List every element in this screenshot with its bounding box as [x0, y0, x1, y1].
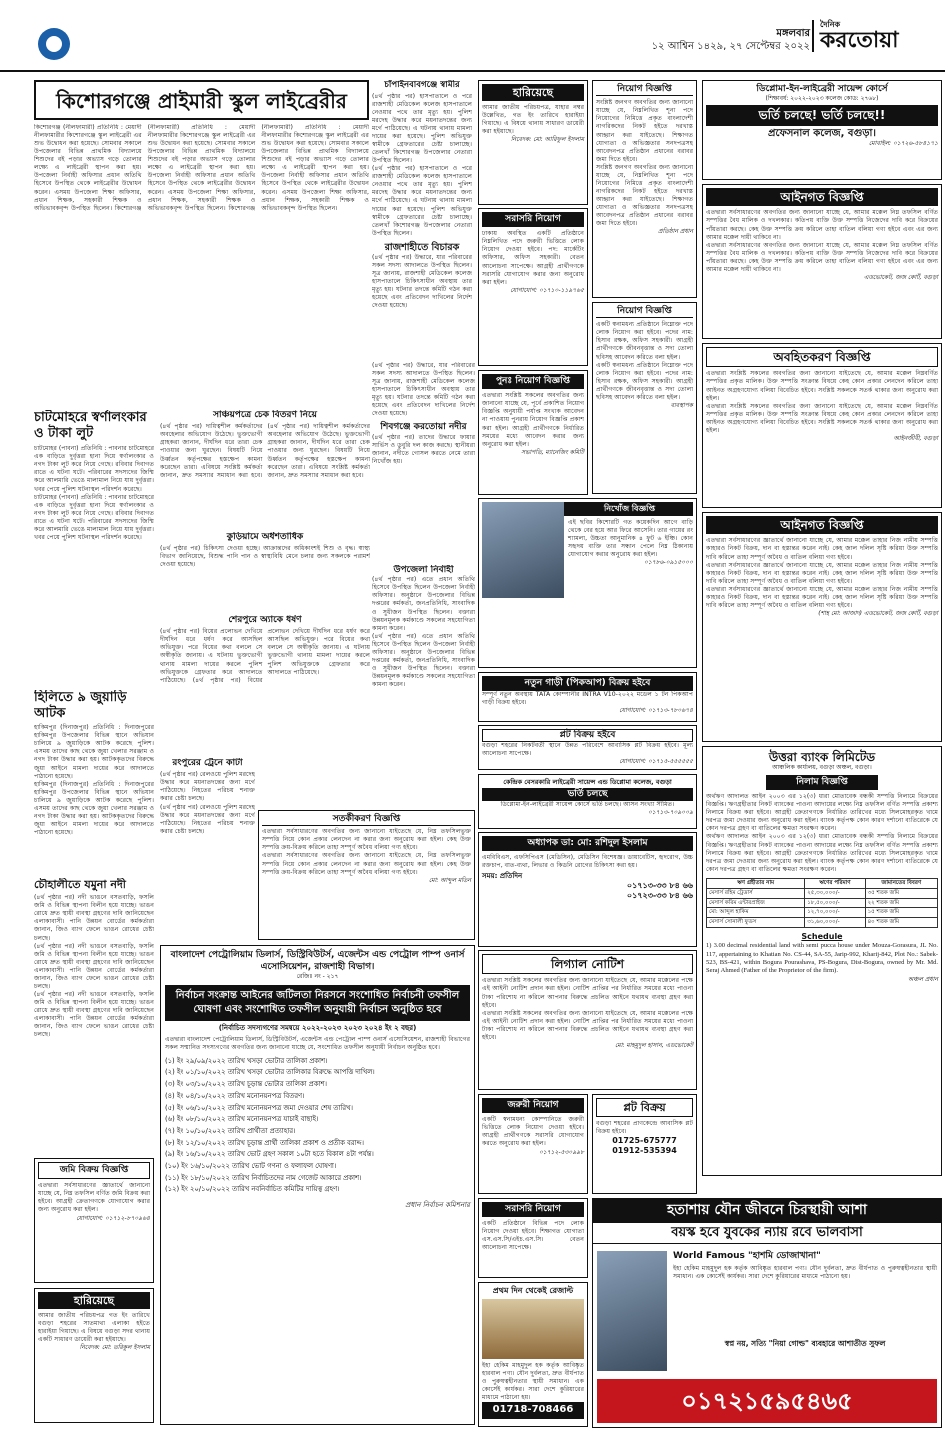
legal-1-title: আইনগত বিজ্ঞপ্তি: [706, 188, 938, 206]
uttara-schedule-label: Schedule: [801, 932, 843, 942]
missing-sign: ০১৭৮৬-০৯১৫০০০: [644, 559, 693, 567]
petroleum-item: (২) ইং ০১/১০/২০২২ তারিখ খসড়া ভোটার তালিকার বিরুদ্ধে আপত্তি দাখিল।: [165, 1068, 375, 1077]
shibganj-body: (৪র্থ পৃষ্ঠার পর) তাদের উদ্ধারে ফায়ার সার্ভিস ও ডুবুরি দল কাজ করছে। স্থানীয়রা জানান, নদীতে গোসল করতে নেমে তারা নিখোঁজ হয়।: [372, 433, 475, 465]
table-cell: ৩৫ শতক জমি: [865, 888, 937, 898]
renotice-ad: [478, 370, 588, 495]
lead-title: কিশোরগঞ্জে প্রাইমারী স্কুল লাইব্রেরীর: [56, 89, 347, 113]
upazila-story: উপজেলা নির্বাহী (৪র্থ পৃষ্ঠার পর) এতে প্রধান অতিথি হিসেবে উপস্থিত ছিলেন উপজেলা নির্বাহী অফিসার। অনুষ্ঠানে উপজেলার বিভিন্ন দপ্তরের কর্মকর্তা, জনপ্রতিনিধি, সাংবাদিক ও সুধীজন উপস্থিত ছিলেন। বক্তারা উন্নয়নমূলক কর্মকাণ্ডে সকলের সহযোগিতা কামনা করেন। (৪র্থ পৃষ্ঠার পর) এতে প্রধান অতিথি হিসেবে উপস্থিত ছিলেন উপজেলা নির্বাহী অফিসার। অনুষ্ঠানে উপজেলার বিভিন্ন দপ্তরের কর্মকর্তা, জনপ্রতিনিধি, সাংবাদিক ও সুধীজন উপস্থিত ছিলেন। বক্তারা উন্নয়নমূলক কর্মকাণ্ডে সকলের সহযোগিতা কামনা করেন।: [372, 565, 475, 689]
table-header: জামানতের বিবরণ: [865, 878, 937, 888]
info-sign: আইনজীবী, বগুড়া: [893, 434, 938, 442]
table-cell: মো: আব্দুল হাকিম: [707, 908, 805, 918]
lost-2-body: আমার জাতীয় পরিচয়পত্র, যাহার নম্বর উল্লেখিত, গত ইং তারিখে হারাইয়া গিয়াছে। এ বিষয়ে থানায় সাধারণ ডায়েরী করা হইয়াছে।: [482, 104, 584, 136]
land-sale-sign: যোগাযোগ: ০১৭১২-৮৭০৯৬৪: [76, 1214, 150, 1222]
plot-ad-2: [592, 1094, 697, 1194]
table-cell: মেসার্স সোনালী ফুডস: [707, 918, 805, 928]
uttara-sub: আঞ্চলিক কার্যালয়, বগুড়া অঞ্চল, বগুড়া।: [772, 764, 872, 772]
small-ad-body: ইহা হেকিম মাহমুদুল হক কর্তৃক আবিষ্কৃত হারবাল পণ্য। যৌন দুর্বলতা, দ্রুত বীর্যপাত ও পুরুষত্বহীনতার স্থায়ী সমাধান। এক কোর্সেই কার্যকর। সারা দেশে কুরিয়ারের মাধ্যমে পাঠানো হয়।: [482, 1362, 584, 1402]
lost-ad-2: [478, 80, 588, 205]
sanchay-body: (৪র্থ পৃষ্ঠার পর) দায়িত্বশীল কর্মকর্তাদের অবহেলার অভিযোগ উঠেছে। ভুক্তভোগী গ্রাহকরা জানান, দীর্ঘদিন ধরে তারা চেক পাওয়ার জন্য ঘুরছেন। বিষয়টি নিয়ে উর্ধ্বতন কর্তৃপক্ষের হস্তক্ষেপ কামনা করেছেন তারা। এবিষয়ে সংশ্লিষ্ট কর্মকর্তা জানান, দ্রুত সমস্যার সমাধান করা হবে। (৪র্থ পৃষ্ঠার পর) দায়িত্বশীল কর্মকর্তাদের অবহেলার অভিযোগ উঠেছে। ভুক্তভোগী গ্রাহকরা জানান, দীর্ঘদিন ধরে তারা চেক পাওয়ার জন্য ঘুরছেন। বিষয়টি নিয়ে উর্ধ্বতন কর্তৃপক্ষের হস্তক্ষেপ কামনা করেছেন তারা। এবিষয়ে সংশ্লিষ্ট কর্মকর্তা জানান, দ্রুত সমস্যার সমাধান করা হবে।: [160, 423, 370, 479]
direct-hire-2: [478, 1198, 588, 1278]
petroleum-sub: রেজিঃ নং - ২১৭: [296, 973, 339, 981]
legal-2-title: আইনগত বিজ্ঞপ্তি: [706, 516, 938, 534]
direct-2-title: সরাসরি নিয়োগ: [482, 1202, 584, 1217]
plot-1-body: বগুড়া শহরের নিকটবর্তী স্থানে উন্নত পরিবেশে আবাসিক প্লট বিক্রয় হইবে। মূল্য আলোচনা সাপেক্ষে।: [482, 742, 693, 758]
chatmohar-body: চাটমোহর (পাবনা) প্রতিনিধি : পাবনার চাটমোহরে এক বাড়িতে দুর্বৃত্তরা হানা দিয়ে স্বর্ণালংকার ও নগদ টাকা লুট করে নিয়ে গেছে। রবিবার দিবাগত রাতে এ ঘটনা ঘটে। পরিবারের সদস্যদের জিম্মি করে আলমারি ভেঙে মালামাল নিয়ে যায় দুর্বৃত্তরা। খবর পেয়ে পুলিশ ঘটনাস্থল পরিদর্শন করেছে।: [34, 445, 154, 493]
renotice-sign: সভাপতি, ম্যানেজিং কমিটি: [521, 448, 584, 456]
doctor-title: অধ্যাপক ডা: মো: রশিদুল ইসলাম: [482, 836, 693, 851]
doctor-body: এমবিবিএস, এফসিপিএস (মেডিসিন), মেডিসিন বিশেষজ্ঞ। ডায়াবেটিস, হৃদরোগ, উচ্চ রক্তচাপ, বাত-ব্যথা, লিভার ও কিডনি রোগের চিকিৎসা করা হয়।: [482, 854, 693, 870]
direct-1-sign: যোগাযোগ: ০১৭১০-১১৯৭৬৫: [510, 286, 584, 294]
health-tag: স্বপ্ন নয়, সত্যি "নিয়া গোল্ড" ব্যবহারে আশাতীত সুফল: [724, 1339, 886, 1348]
hili-story: হিলিতে ৯ জুয়াড়ি আটক হাকিমপুর (দিনাজপুর) প্রতিনিধি : দিনাজপুরের হাকিমপুর উপজেলার বিভিন্ন স্থানে অভিযান চালিয়ে ৯ জুয়াড়িকে আটক করেছে পুলিশ। এসময় তাদের কাছ থেকে জুয়া খেলার সরঞ্জাম ও নগদ টাকা উদ্ধার করা হয়। আটককৃতদের বিরুদ্ধে জুয়া আইনে মামলা দায়ের করে আদালতে পাঠানো হয়েছে। হাকিমপুর (দিনাজপুর) প্রতিনিধি : দিনাজপুরের হাকিমপুর উপজেলার বিভিন্ন স্থানে অভিযান চালিয়ে ৯ জুয়াড়িকে আটক করেছে পুলিশ। এসময় তাদের কাছ থেকে জুয়া খেলার সরঞ্জাম ও নগদ টাকা উদ্ধার করা হয়। আটককৃতদের বিরুদ্ধে জুয়া আইনে মামলা দায়ের করে আদালতে পাঠানো হয়েছে।: [34, 690, 154, 836]
warning-ad: সতর্কীকরণ বিজ্ঞপ্তি এতদ্বারা সর্বসাধারণের অবগতির জন্য জানানো যাইতেছে যে, নিম্ন তফসিলভুক্ত সম্পত্তি নিয়ে কোন প্রকার লেনদেন না করার জন্য অনুরোধ করা হইল। কেহ উক্ত সম্পত্তি ক্রয়-বিক্রয় করিলে তাহা সম্পূর্ণ অবৈধ বলিয়া গণ্য হইবে। এতদ্বারা সর্বসাধারণের অবগতির জন্য জানানো যাইতেছে যে, নিম্ন তফসিলভুক্ত সম্পত্তি নিয়ে কোন প্রকার লেনদেন না করার জন্য অনুরোধ করা হইল। কেহ উক্ত সম্পত্তি ক্রয়-বিক্রয় করিলে তাহা সম্পূর্ণ অবৈধ বলিয়া গণ্য হইবে। মো: আব্দুল মতিন: [258, 810, 475, 940]
direct-2-body: একটি প্রতিষ্ঠানে বিভিন্ন পদে লোক নিয়োগ দেওয়া হইবে। শিক্ষাগত যোগ্যতা এস.এস.সি/এইচ.এস.সি। বেতন আলোচনা সাপেক্ষে।: [482, 1220, 584, 1252]
legal-notice-body: এতদ্বারা সংশ্লিষ্ট সকলের অবগতির জন্য জানানো যাইতেছে যে, আমার মক্কেলের পক্ষে এই আইনী নোটিশ প্রদান করা হইল। নোটিশ প্রাপ্তির পর নির্ধারিত সময়ের মধ্যে পাওনা টাকা পরিশোধ না করিলে আপনার বিরুদ্ধে প্রচলিত আইনে যথাযথ ব্যবস্থা গ্রহণ করা হইবে।: [482, 977, 693, 1009]
chapai-story: [228, 124, 370, 309]
health-body: ইহা হেকিম মাহমুদুল হক কর্তৃক আবিষ্কৃত হারবাল পণ্য। যৌন দুর্বলতা, দ্রুত বীর্যপাত ও পুরুষত্বহীনতার স্থায়ী সমাধান। এক কোর্সেই কার্যকর। সারা দেশে কুরিয়ারের মাধ্যমে পাঠানো হয়।: [673, 1265, 937, 1281]
legal-1-body: এতদ্বারা সর্বসাধারণের অবগতির জন্য জানানো যাচ্ছে যে, আমার মক্কেল নিম্ন তফসিল বর্ণিত সম্পত্তির বৈধ মালিক ও দখলকার। কতিপয় ব্যক্তি উক্ত সম্পত্তি নিজেদের দাবি করে বিক্রয়ের পাঁয়তারা করছে। কেহ উক্ত সম্পত্তি ক্রয় করিলে তাহা বাতিল বলিয়া গণ্য হইবে এবং এর জন্য আমার মক্কেল দায়ী থাকিবে না।: [706, 209, 938, 241]
urgent-hire-ad: [478, 1094, 588, 1194]
chatmohar-title: চাটমোহরে স্বর্ণালংকার ও টাকা লুট: [34, 410, 147, 441]
petroleum-schedule-list: [165, 1056, 470, 1195]
table-header: ঋণ গ্রহীতার নাম: [707, 878, 805, 888]
shibganj-story: (৪র্থ পৃষ্ঠার পর) উদ্ধারে, যার পরিবারের সকল সদস্য আদালতে উপস্থিত ছিলেন। সূত্র জানায়, রাজশাহী মেডিকেল কলেজ হাসপাতালে চিকিৎসাধীন অবস্থায় তার মৃত্যু হয়। ঘটনার তদন্তে কমিটি গঠন করা হয়েছে এবং প্রতিবেদন দাখিলের নির্দেশ দেওয়া হয়েছে। শিবগঞ্জে করতোয়া নদীর (৪র্থ পৃষ্ঠার পর) তাদের উদ্ধারে ফায়ার সার্ভিস ও ডুবুরি দল কাজ করছে। স্থানীয়রা জানান, নদীতে গোসল করতে নেমে তারা নিখোঁজ হয়।: [372, 362, 475, 465]
brand-large: করতোয়া: [820, 28, 899, 53]
table-cell: ২২ শতক জমি: [865, 898, 937, 908]
newspaper-brand: [812, 20, 942, 52]
rajshahi-body: (৪র্থ পৃষ্ঠার পর) উদ্ধারে, যার পরিবারের সকল সদস্য আদালতে উপস্থিত ছিলেন। সূত্র জানায়, রাজশাহী মেডিকেল কলেজ হাসপাতালে চিকিৎসাধীন অবস্থায় তার মৃত্যু হয়। ঘটনার তদন্তে কমিটি গঠন করা হয়েছে এবং প্রতিবেদন দাখিলের নির্দেশ দেওয়া হয়েছে।: [372, 253, 472, 309]
petroleum-item: (৬) ইং ০৮/১০/২০২২ তারিখ মনোনয়নপত্র যাচাই বাছাই।: [165, 1115, 319, 1124]
lost-2-sign: নিবেদক: মো: আরিফুল ইসলাম: [510, 136, 584, 144]
rajshahi-title: রাজশাহীতে বিচারক: [384, 241, 460, 253]
table-row: [707, 918, 938, 928]
lib-body: ডিপ্লোমা-ইন-লাইব্রেরী সায়েন্স কোর্সে ভর্তি চলছে। আসন সংখ্যা সীমিত।: [500, 801, 675, 809]
renotice-title: পুনঃ নিয়োগ বিজ্ঞপ্তি: [482, 374, 584, 389]
notice-2-title: নিয়োগ বিজ্ঞপ্তি: [596, 306, 693, 318]
table-cell: ১৮,৫০,০০০/-: [805, 898, 865, 908]
weekday: মঙ্গলবার: [776, 28, 810, 39]
health-world-famous: World Famous "হাশমি ডোজাখানা": [673, 1251, 821, 1261]
lib-banner: ভর্তি চলছে: [482, 788, 693, 801]
chapai-body: (৪র্থ পৃষ্ঠার পর) হাসপাতালে ও পরে রাজশাহী মেডিকেল কলেজ হাসপাতালে নেওয়ার পথে তার মৃত্যু হয়। পুলিশ মরদেহ উদ্ধার করে ময়নাতদন্তের জন্য মর্গে পাঠিয়েছে। এ ঘটনায় থানায় মামলা দায়ের করা হয়েছে। পুলিশ অভিযুক্ত স্বামীকে গ্রেফতারের চেষ্টা চালাচ্ছে। তেলখাঁ কিশোরগঞ্জ উপজেলার নেতারা উপস্থিত ছিলেন।: [372, 92, 472, 165]
rangpur-body: (৪র্থ পৃষ্ঠার পর) রেলওয়ে পুলিশ মরদেহ উদ্ধার করে ময়নাতদন্তের জন্য মর্গে পাঠিয়েছে। নিহতের পরিচয় শনাক্ত করার চেষ্টা চলছে।: [160, 771, 255, 803]
diploma-contact: মোবাইল: ০১৭২৬-৫৮৪১৭১: [868, 140, 938, 148]
table-cell: মেসার্স করিম এন্টারপ্রাইজ: [707, 898, 805, 908]
kurigram-story: [160, 532, 370, 612]
petroleum-title: বাংলাদেশ পেট্রোলিয়াম ডিলার্স, ডিস্ট্রিবিউটর্স, এজেন্টস এন্ড পেট্রোল পাম্প ওনার্স এসোসিয়েশন, রাজশাহী বিভাগ।: [170, 950, 465, 972]
table-cell: ৪০ শতক জমি: [865, 918, 937, 928]
pickup-ad: [478, 672, 697, 722]
petroleum-notice: [160, 945, 475, 1425]
doctor-portrait: [597, 1251, 667, 1371]
petroleum-item: (১০) ইং ১৬/১০/২০২২ তারিখ ভোট গণনা ও ফলাফল ঘোষণা।: [165, 1161, 337, 1170]
product-image: [482, 1299, 584, 1359]
chauhali-body: (৪র্থ পৃষ্ঠার পর) নদী ভাঙনে বসতবাড়ি, ফসলি জমি ও বিভিন্ন স্থাপনা বিলীন হয়ে যাচ্ছে। ভাঙন রোধে দ্রুত স্থায়ী ব্যবস্থা গ্রহণের দাবি জানিয়েছেন এলাকাবাসী। পানি উন্নয়ন বোর্ডের কর্মকর্তারা জানান, জিও ব্যাগ ফেলে ভাঙন রোধের চেষ্টা চলছে।: [34, 894, 154, 942]
pickup-sign: যোগাযোগ: ০১৭১৩-৭৮০৬৭৪: [619, 707, 693, 715]
small-ad-phone: 01718-708466: [482, 1402, 584, 1419]
petroleum-item: (৫) ইং ০৬/১০/২০২২ তারিখ মনোনয়নপত্র জমা দেওয়ার শেষ তারিখ।: [165, 1103, 353, 1112]
urgent-title: জরুরী নিয়োগ: [482, 1098, 584, 1113]
table-cell: ৩১,৬০,০০০/-: [805, 918, 865, 928]
uttara-sign: অঞ্চল প্রধান: [908, 975, 938, 983]
legal-notice-sign: মো: মাহমুদুল হাসান, এডভোকেট: [615, 1041, 693, 1049]
legal-2-sign: (শাহ মো: আজাদ) এডভোকেট, জজ কোর্ট, বগুড়া: [818, 609, 938, 617]
sherpur-body: (৪র্থ পৃষ্ঠার পর) বিয়ের প্রলোভন দেখিয়ে দীর্ঘদিন ধরে ধর্ষণ করে আসছিল অভিযুক্ত। পরে বিয়ের কথা বললে সে অস্বীকৃতি জানায়। এ ঘটনায় ভুক্তভোগী থানায় মামলা দায়ের করলে পুলিশ অভিযুক্তকে গ্রেফতার করে আদালতে পাঠিয়েছে। (৪র্থ পৃষ্ঠার পর) বিয়ের প্রলোভন দেখিয়ে দীর্ঘদিন ধরে ধর্ষণ করে আসছিল অভিযুক্ত। পরে বিয়ের কথা বললে সে অস্বীকৃতি জানায়। এ ঘটনায় ভুক্তভোগী থানায় মামলা দায়ের করলে পুলিশ অভিযুক্তকে গ্রেফতার করে আদালতে পাঠিয়েছে।: [160, 628, 370, 684]
lead-headline-box: [34, 80, 369, 120]
missing-body: এই ছবির কিশোরটি গত কয়েকদিন আগে বাড়ি থেকে বের হয়ে আর ফিরে আসেনি। তার গায়ের রং শ্যামলা, উচ্চতা আনুমানিক ৪ ফুট ৬ ইঞ্চি। কোন সহৃদয় ব্যক্তি তার সন্ধান পেলে নিম্ন ঠিকানায় যোগাযোগ করার অনুরোধ করা হইল।: [568, 519, 693, 559]
diploma-ad: [702, 80, 942, 180]
table-row: [707, 908, 938, 918]
chatmohar-story: চাটমোহরে স্বর্ণালংকার ও টাকা লুট চাটমোহর (পাবনা) প্রতিনিধি : পাবনার চাটমোহরে এক বাড়িতে দুর্বৃত্তরা হানা দিয়ে স্বর্ণালংকার ও নগদ টাকা লুট করে নিয়ে গেছে। রবিবার দিবাগত রাতে এ ঘটনা ঘটে। পরিবারের সদস্যদের জিম্মি করে আলমারি ভেঙে মালামাল নিয়ে যায় দুর্বৃত্তরা। খবর পেয়ে পুলিশ ঘটনাস্থল পরিদর্শন করেছে। চাটমোহর (পাবনা) প্রতিনিধি : পাবনার চাটমোহরে এক বাড়িতে দুর্বৃত্তরা হানা দিয়ে স্বর্ণালংকার ও নগদ টাকা লুট করে নিয়ে গেছে। রবিবার দিবাগত রাতে এ ঘটনা ঘটে। পরিবারের সদস্যদের জিম্মি করে আলমারি ভেঙে মালামাল নিয়ে যায় দুর্বৃত্তরা। খবর পেয়ে পুলিশ ঘটনাস্থল পরিদর্শন করেছে।: [34, 410, 154, 541]
table-cell: ২৫,৩০,০০০/-: [805, 888, 865, 898]
notice-ad-1: নিয়োগ বিজ্ঞপ্তি সংশ্লিষ্ট জনগণ অবগতির জন্য জানানো যাচ্ছে যে, নিম্নলিখিত শূন্য পদে নিয়োগের নিমিত্তে প্রকৃত বাংলাদেশী নাগরিকদের নিকট হইতে দরখাস্ত আহ্বান করা যাইতেছে। শিক্ষাগত যোগ্যতা ও অভিজ্ঞতার সনদপত্রসহ আবেদনপত্র প্রতিষ্ঠান প্রধানের বরাবর জমা দিতে হইবে। সংশ্লিষ্ট জনগণ অবগতির জন্য জানানো যাচ্ছে যে, নিম্নলিখিত শূন্য পদে নিয়োগের নিমিত্তে প্রকৃত বাংলাদেশী নাগরিকদের নিকট হইতে দরখাস্ত আহ্বান করা যাইতেছে। শিক্ষাগত যোগ্যতা ও অভিজ্ঞতার সনদপত্রসহ আবেদনপত্র প্রতিষ্ঠান প্রধানের বরাবর জমা দিতে হইবে। প্রতিষ্ঠান প্রধান: [592, 80, 697, 298]
lost-2-title: হারিয়েছে: [482, 84, 584, 101]
chapai-title: চাঁপাইনবাবগঞ্জে স্বামীর: [384, 80, 460, 90]
warning-sign: মো: আব্দুল মতিন: [428, 876, 471, 884]
diploma-sub: (শিক্ষাবর্ষ: ২০২২-২০২৩ কলেজ কোড: ২৭৬৮): [765, 95, 879, 103]
direct-1-title: সরাসরি নিয়োগ: [482, 212, 584, 227]
plot-1-title: প্লট বিক্রয় হইবে: [482, 729, 693, 742]
land-sale-body: এতদ্বারা সর্বসাধারণের জ্ঞাতার্থে জানানো যাচ্ছে যে, নিম্ন তফসিল বর্ণিত জমি বিক্রয় করা হইবে। আগ্রহী ক্রেতাগণকে যোগাযোগ করার জন্য অনুরোধ করা হইল।: [38, 1182, 150, 1214]
upazila-title: উপজেলা নির্বাহী: [393, 565, 454, 575]
renotice-body: এতদ্বারা সংশ্লিষ্ট সকলের অবগতির জন্য জানানো যাচ্ছে যে, পূর্বে প্রকাশিত নিয়োগ বিজ্ঞপ্তি অনুযায়ী পর্যাপ্ত সংখ্যক আবেদন না পাওয়ায় পুনরায় নিয়োগ বিজ্ঞপ্তি প্রকাশ করা হইল। আগ্রহী প্রার্থীগণকে নির্ধারিত সময়ের মধ্যে আবেদন করার জন্য অনুরোধ করা হইল।: [482, 392, 584, 448]
date-text: ১২ আশ্বিন ১৪২৯, ২৭ সেপ্টেম্বর ২০২২: [651, 40, 810, 52]
lost-1-body: আমার জাতীয় পরিচয়পত্র গত ইং তারিখে বগুড়া শহরের সাতমাথা এলাকা হইতে হারাইয়া গিয়াছে। এ বিষয়ে বগুড়া সদর থানায় একটি সাধারণ ডায়েরী করা হইয়াছে।: [38, 1312, 150, 1344]
diploma-title: ডিপ্লোমা-ইন-লাইব্রেরী সায়েন্স কোর্সে: [756, 84, 888, 94]
legal-ad-2: আইনগত বিজ্ঞপ্তি এতদ্বারা সর্বসাধারণের জ্ঞাতার্থে জানানো যাচ্ছে যে, আমার মক্কেল তাহার নিজ নামীয় সম্পত্তি কাহারও নিকট বিক্রয়, দান বা হস্তান্তর করেন নাই। কেহ জাল দলিল সৃষ্টি করিয়া উক্ত সম্পত্তি দাবি করিলে তাহা সম্পূর্ণ অবৈধ ও বাতিল বলিয়া গণ্য হইবে। এতদ্বারা সর্বসাধারণের জ্ঞাতার্থে জানানো যাচ্ছে যে, আমার মক্কেল তাহার নিজ নামীয় সম্পত্তি কাহারও নিকট বিক্রয়, দান বা হস্তান্তর করেন নাই। কেহ জাল দলিল সৃষ্টি করিয়া উক্ত সম্পত্তি দাবি করিলে তাহা সম্পূর্ণ অবৈধ ও বাতিল বলিয়া গণ্য হইবে। এতদ্বারা সর্বসাধারণের জ্ঞাতার্থে জানানো যাচ্ছে যে, আমার মক্কেল তাহার নিজ নামীয় সম্পত্তি কাহারও নিকট বিক্রয়, দান বা হস্তান্তর করেন নাই। কেহ জাল দলিল সৃষ্টি করিয়া উক্ত সম্পত্তি দাবি করিলে তাহা সম্পূর্ণ অবৈধ ও বাতিল বলিয়া গণ্য হইবে। (শাহ মো: আজাদ) এডভোকেট, জজ কোর্ট, বগুড়া: [702, 512, 942, 742]
petroleum-item: (১১) ইং ১৮/১০/২০২২ তারিখ নির্বাচিতদের নাম গেজেট আকারে প্রকাশ।: [165, 1173, 362, 1182]
sanchay-title: সাঞ্চয়পত্রে চেক বিতরণ নিয়ে: [213, 410, 317, 420]
legal-1-sign: এডভোকেট, জজ কোর্ট, বগুড়া: [863, 273, 938, 281]
petroleum-item: (১২) ইং ২০/১০/২০২২ তারিখ নবনির্বাচিত কমিটির দায়িত্ব গ্রহণ।: [165, 1185, 340, 1194]
kurigram-title: কুড়িয়ামে অর্ধশতাধিক: [226, 532, 304, 542]
health-banner-2: বয়স্ক হবে যুবকের ন্যায় রবে ভালবাসা: [593, 1223, 941, 1244]
doctor-ad: [478, 832, 697, 947]
missing-ad: [478, 498, 697, 668]
notice-ad-2: নিয়োগ বিজ্ঞপ্তি একটি স্বনামধন্য প্রতিষ্ঠানে নিম্নোক্ত পদে লোক নিয়োগ করা হইবে। পদের নাম: হিসাব রক্ষক, অফিস সহকারী। আগ্রহী প্রার্থীগণকে জীবনবৃত্তান্ত ও সদ্য তোলা ছবিসহ আবেদন করিতে বলা হইল। একটি স্বনামধন্য প্রতিষ্ঠানে নিম্নোক্ত পদে লোক নিয়োগ করা হইবে। পদের নাম: হিসাব রক্ষক, অফিস সহকারী। আগ্রহী প্রার্থীগণকে জীবনবৃত্তান্ত ও সদ্য তোলা ছবিসহ আবেদন করিতে বলা হইল। ব্যবস্থাপক: [592, 302, 697, 494]
lost-1-sign: নিবেদক: মো: তরিকুল ইসলাম: [79, 1344, 150, 1352]
lost-ad-1: [34, 1288, 154, 1423]
hili-body: হাকিমপুর (দিনাজপুর) প্রতিনিধি : দিনাজপুরের হাকিমপুর উপজেলার বিভিন্ন স্থানে অভিযান চালিয়ে ৯ জুয়াড়িকে আটক করেছে পুলিশ। এসময় তাদের কাছ থেকে জুয়া খেলার সরঞ্জাম ও নগদ টাকা উদ্ধার করা হয়। আটককৃতদের বিরুদ্ধে জুয়া আইনে মামলা দায়ের করে আদালতে পাঠানো হয়েছে।: [34, 724, 154, 780]
health-phone[interactable]: ০১৭২১৫৯৫৪৬৫: [681, 1387, 853, 1415]
plot-2-body: বগুড়া শহরের প্রাণকেন্দ্রে আবাসিক প্লট বিক্রয় হইবে।: [596, 1120, 693, 1136]
page-logo-icon: [38, 28, 70, 60]
sanchay-story: [160, 410, 370, 530]
missing-title: নিখোঁজ বিজ্ঞপ্তি: [482, 502, 693, 516]
uttara-schedule-text: 1) 3.00 decimal residential land with semi pucca house under Mouza-Gorasura, JL No. 117, appertaining to Khatian No. CS-44, SA-55, Jarip-992, Kharij-842, Plot No.: Sabek-523, BS-421, within Bogura Pourashava, PS-Bogura, Dist-Bogura, owned by Mr. Md. Seraj Ahmed (Father of the Proprietor of the firm).: [706, 942, 938, 975]
plot-ad-1: [478, 725, 697, 770]
info-ad: অবহিতকরণ বিজ্ঞপ্তি এতদ্বারা সংশ্লিষ্ট সকলের অবগতির জন্য জানানো যাইতেছে যে, আমার মক্কেল নিম্নবর্ণিত সম্পত্তির প্রকৃত মালিক। উক্ত সম্পত্তি সংক্রান্ত বিষয়ে কেহ কোন প্রকার লেনদেন করিলে তাহা আইনত অগ্রহণযোগ্য বলিয়া বিবেচিত হইবে। সংশ্লিষ্ট সকলকে সতর্ক থাকার জন্য অনুরোধ করা হইল। এতদ্বারা সংশ্লিষ্ট সকলের অবগতির জন্য জানানো যাইতেছে যে, আমার মক্কেল নিম্নবর্ণিত সম্পত্তির প্রকৃত মালিক। উক্ত সম্পত্তি সংক্রান্ত বিষয়ে কেহ কোন প্রকার লেনদেন করিলে তাহা আইনত অগ্রহণযোগ্য বলিয়া বিবেচিত হইবে। সংশ্লিষ্ট সকলকে সতর্ক থাকার জন্য অনুরোধ করা হইল। আইনজীবী, বগুড়া: [702, 343, 942, 508]
upazila-body: (৪র্থ পৃষ্ঠার পর) এতে প্রধান অতিথি হিসেবে উপস্থিত ছিলেন উপজেলা নির্বাহী অফিসার। অনুষ্ঠানে উপজেলার বিভিন্ন দপ্তরের কর্মকর্তা, জনপ্রতিনিধি, সাংবাদিক ও সুধীজন উপস্থিত ছিলেন। বক্তারা উন্নয়নমূলক কর্মকাণ্ডে সকলের সহযোগিতা কামনা করেন।: [372, 576, 475, 632]
small-health-ad: [478, 1282, 588, 1427]
health-phone-strip: [597, 1379, 937, 1423]
library-college-ad: [478, 774, 697, 829]
plot-2-phone-1: 01725-675777: [612, 1136, 677, 1146]
legal-notice-ad: লিগ্যাল নোটিশ এতদ্বারা সংশ্লিষ্ট সকলের অবগতির জন্য জানানো যাইতেছে যে, আমার মক্কেলের পক্ষে এই আইনী নোটিশ প্রদান করা হইল। নোটিশ প্রাপ্তির পর নির্ধারিত সময়ের মধ্যে পাওনা টাকা পরিশোধ না করিলে আপনার বিরুদ্ধে প্রচলিত আইনে যথাযথ ব্যবস্থা গ্রহণ করা হইবে। এতদ্বারা সংশ্লিষ্ট সকলের অবগতির জন্য জানানো যাইতেছে যে, আমার মক্কেলের পক্ষে এই আইনী নোটিশ প্রদান করা হইল। নোটিশ প্রাপ্তির পর নির্ধারিত সময়ের মধ্যে পাওনা টাকা পরিশোধ না করিলে আপনার বিরুদ্ধে প্রচলিত আইনে যথাযথ ব্যবস্থা গ্রহণ করা হইবে। মো: মাহমুদুল হাসান, এডভোকেট: [478, 950, 697, 1090]
lib-contact: ০১৭১৩-৭০৯০০৯: [647, 809, 693, 817]
petroleum-banner: নির্বাচন সংক্রান্ত আইনের জটিলতা নিরসনে সংশোধিত নির্বাচনী তফসীল ঘোষণা এবং সংশোধিত তফসীল অনুযায়ী নির্বাচন অনুষ্ঠিত হবে: [165, 985, 470, 1021]
info-body: এতদ্বারা সংশ্লিষ্ট সকলের অবগতির জন্য জানানো যাইতেছে যে, আমার মক্কেল নিম্নবর্ণিত সম্পত্তির প্রকৃত মালিক। উক্ত সম্পত্তি সংক্রান্ত বিষয়ে কেহ কোন প্রকার লেনদেন করিলে তাহা আইনত অগ্রহণযোগ্য বলিয়া বিবেচিত হইবে। সংশ্লিষ্ট সকলকে সতর্ক থাকার জন্য অনুরোধ করা হইল।: [706, 370, 938, 402]
sherpur-story: [160, 615, 370, 755]
lost-1-title: হারিয়েছে: [38, 1292, 150, 1309]
notice-2-body: একটি স্বনামধন্য প্রতিষ্ঠানে নিম্নোক্ত পদে লোক নিয়োগ করা হইবে। পদের নাম: হিসাব রক্ষক, অফিস সহকারী। আগ্রহী প্রার্থীগণকে জীবনবৃত্তান্ত ও সদ্য তোলা ছবিসহ আবেদন করিতে বলা হইল।: [596, 321, 693, 361]
urgent-body: একটি স্বনামধন্য কোম্পানিতে জরুরী ভিত্তিতে লোক নিয়োগ দেওয়া হইবে। আগ্রহী প্রার্থীগণকে সরাসরি যোগাযোগ করতে অনুরোধ করা হইল।: [482, 1116, 584, 1148]
table-row: [707, 898, 938, 908]
table-row: [707, 888, 938, 898]
petroleum-item: (৮) ইং ১২/১০/২০২২ তারিখ চূড়ান্ত প্রার্থী তালিকা প্রকাশ ও প্রতীক বরাদ্দ।: [165, 1138, 364, 1147]
plot-1-sign: যোগাযোগ: ০১৭১৫-৫৫৫৫৫৫: [619, 758, 693, 766]
lib-title: কেন্দ্রিক বেসরকারি লাইব্রেরী সায়েন্স এন্ড ডিপ্লোমা কলেজ, বগুড়া: [503, 778, 672, 786]
petroleum-subtitle: (নির্বাচিত সদস্যগণের সমন্বয়ে ২০২২-২০২৩ ২০২৩ ২০২৪ ইং ২ বছর): [218, 1023, 417, 1032]
petroleum-sign: প্রধান নির্বাচন কমিশনার: [405, 1200, 470, 1209]
chapai-col: চাঁপাইনবাবগঞ্জে স্বামীর (৪র্থ পৃষ্ঠার পর) হাসপাতালে ও পরে রাজশাহী মেডিকেল কলেজ হাসপাতালে নেওয়ার পথে তার মৃত্যু হয়। পুলিশ মরদেহ উদ্ধার করে ময়নাতদন্তের জন্য মর্গে পাঠিয়েছে। এ ঘটনায় থানায় মামলা দায়ের করা হয়েছে। পুলিশ অভিযুক্ত স্বামীকে গ্রেফতারের চেষ্টা চালাচ্ছে। তেলখাঁ কিশোরগঞ্জ উপজেলার নেতারা উপস্থিত ছিলেন। (৪র্থ পৃষ্ঠার পর) হাসপাতালে ও পরে রাজশাহী মেডিকেল কলেজ হাসপাতালে নেওয়ার পথে তার মৃত্যু হয়। পুলিশ মরদেহ উদ্ধার করে ময়নাতদন্তের জন্য মর্গে পাঠিয়েছে। এ ঘটনায় থানায় মামলা দায়ের করা হয়েছে। পুলিশ অভিযুক্ত স্বামীকে গ্রেফতারের চেষ্টা চালাচ্ছে। তেলখাঁ কিশোরগঞ্জ উপজেলার নেতারা উপস্থিত ছিলেন। রাজশাহীতে বিচারক (৪র্থ পৃষ্ঠার পর) উদ্ধারে, যার পরিবারের সকল সদস্য আদালতে উপস্থিত ছিলেন। সূত্র জানায়, রাজশাহী মেডিকেল কলেজ হাসপাতালে চিকিৎসাধীন অবস্থায় তার মৃত্যু হয়। ঘটনার তদন্তে কমিটি গঠন করা হয়েছে এবং প্রতিবেদন দাখিলের নির্দেশ দেওয়া হয়েছে।: [372, 80, 472, 309]
legal-notice-title: লিগ্যাল নোটিশ: [482, 954, 693, 974]
doctor-time: সময়: প্রতিদিন: [482, 872, 523, 881]
uttara-title: উত্তরা ব্যাংক লিমিটেড: [768, 750, 876, 764]
petroleum-item: (৯) ইং ১৬/১০/২০২২ তারিখ ভোট গ্রহণ সকাল ১০টা হতে বিকাল ৪টা পর্যন্ত।: [165, 1150, 374, 1159]
petroleum-intro: এতদ্বারা বাংলাদেশ পেট্রোলিয়াম ডিলার্স, ডিস্ট্রিবিউটর্স, এজেন্টস এন্ড পেট্রোল পাম্প ওনার্স এসোসিয়েশন, রাজশাহী বিভাগের সকল সম্মানিত সদস্যগণের অবগতির জন্য জানানো যাচ্ছে যে, সংশোধিত তফসীল অনুযায়ী নির্বাচন অনুষ্ঠিত হবে।: [165, 1035, 470, 1051]
brand-small: দৈনিক: [820, 20, 841, 29]
warning-body: এতদ্বারা সর্বসাধারণের অবগতির জন্য জানানো যাইতেছে যে, নিম্ন তফসিলভুক্ত সম্পত্তি নিয়ে কোন প্রকার লেনদেন না করার জন্য অনুরোধ করা হইল। কেহ উক্ত সম্পত্তি ক্রয়-বিক্রয় করিলে তাহা সম্পূর্ণ অবৈধ বলিয়া গণ্য হইবে।: [262, 828, 471, 852]
sherpur-title: শেরপুরে অ্যাকে ধর্ষণ: [228, 615, 302, 625]
info-title: অবহিতকরণ বিজ্ঞপ্তি: [706, 347, 938, 367]
land-sale-ad: [34, 1158, 154, 1283]
diploma-banner: ভর্তি চলছে! ভর্তি চলছে!!: [706, 105, 938, 126]
notice-1-title: নিয়োগ বিজ্ঞপ্তি: [596, 84, 693, 96]
petroleum-item: (৭) ইং ১০/১০/২০২২ তারিখ প্রার্থীতা প্রত্যাহার।: [165, 1126, 296, 1135]
uttara-table: [706, 878, 938, 928]
urgent-sign: ০১৭১২-৫৩০৯৯৮: [538, 1148, 584, 1156]
warning-title: সতর্কীকরণ বিজ্ঞপ্তি: [262, 814, 471, 826]
direct-1-body: ঢাকায় অবস্থিত একটি প্রতিষ্ঠানে নিম্নলিখিত পদে জরুরী ভিত্তিতে লোক নিয়োগ দেওয়া হইবে। পদ: মার্কেটিং অফিসার, অফিস সহকারী। বেতন আলোচনা সাপেক্ষে। আগ্রহী প্রার্থীগণকে সরাসরি যোগাযোগ করার জন্য অনুরোধ করা হইল।: [482, 230, 584, 286]
masthead: [0, 0, 945, 72]
rangpur-title: রংপুরের ট্রেনে কাটা: [172, 758, 243, 768]
rangpur-story: রংপুরের ট্রেনে কাটা (৪র্থ পৃষ্ঠার পর) রেলওয়ে পুলিশ মরদেহ উদ্ধার করে ময়নাতদন্তের জন্য মর্গে পাঠিয়েছে। নিহতের পরিচয় শনাক্ত করার চেষ্টা চলছে। (৪র্থ পৃষ্ঠার পর) রেলওয়ে পুলিশ মরদেহ উদ্ধার করে ময়নাতদন্তের জন্য মর্গে পাঠিয়েছে। নিহতের পরিচয় শনাক্ত করার চেষ্টা চলছে।: [160, 758, 255, 835]
kurigram-body: (৪র্থ পৃষ্ঠার পর) চিকিৎসা দেওয়া হচ্ছে। আক্রান্তদের অধিকাংশই শিশু ও বৃদ্ধ। স্বাস্থ্য বিভাগ জানিয়েছে, বিশুদ্ধ পানি পান ও স্বাস্থ্যবিধি মেনে চলার জন্য সকলকে পরামর্শ দেওয়া হয়েছে।: [160, 545, 370, 569]
table-cell: ১৫ শতক জমি: [865, 908, 937, 918]
petroleum-item: (১) ইং ২৯/০৯/২০২২ তারিখ খসড়া ভোটার তালিকা প্রকাশ।: [165, 1056, 328, 1065]
uttara-body: অর্থঋণ আদালত আইন ২০০৩ এর ১২(৩) ধারা মোতাবেক বন্ধকী সম্পত্তি নিলামে বিক্রয়ের বিজ্ঞপ্তি। ঋণগ্রহীতার নিকট ব্যাংকের পাওনা আদায়ের লক্ষ্যে নিম্ন তফসিল বর্ণিত সম্পত্তি প্রকাশ্য নিলামে বিক্রয় করা হইবে। আগ্রহী ক্রেতাগণকে নির্ধারিত তারিখের মধ্যে সিলমোহরকৃত খামে দরপত্র জমা দেওয়ার জন্য অনুরোধ করা হইল। ব্যাংক কর্তৃপক্ষ কোন কারণ দর্শানো ব্যতিরেকে যে কোন দরপত্র গ্রহণ বা বাতিলের ক্ষমতা সংরক্ষণ করেন।: [706, 793, 938, 833]
plot-2-title: প্লট বিক্রয়: [596, 1098, 693, 1117]
pickup-title: নতুন গাড়ী (পিকআপ) বিক্রয় হইবে: [482, 676, 693, 691]
diploma-college: প্রফেসনাল কলেজ, বগুড়া।: [768, 127, 876, 139]
pickup-body: সম্পূর্ণ নতুন অবস্থায় TATA কোম্পানীর INTRA V10-২০২২ মডেল ১ টন পিকআপ গাড়ী বিক্রয় হইবে।: [482, 691, 693, 707]
lead-body: কিশোরগঞ্জ (নীলফামারী) প্রতিনিধি : মেয়াদী নীলফামারীর কিশোরগঞ্জে স্কুল লাইব্রেরী এর শুভ উদ্বোধন করা হয়েছে। সোমবার সকালে উপজেলার বিভিন্ন প্রাথমিক বিদ্যালয়ে শিশুদের বই পড়ার অভ্যাস গড়ে তোলার লক্ষ্যে এ লাইব্রেরী স্থাপন করা হয়। উপজেলা নির্বাহী অফিসার প্রধান অতিথি হিসেবে উপস্থিত থেকে লাইব্রেরীর উদ্বোধন করেন। এসময় উপজেলা শিক্ষা অফিসার, প্রধান শিক্ষক, সহকারী শিক্ষক ও অভিভাবকবৃন্দ উপস্থিত ছিলেন। কিশোরগঞ্জ (নীলফামারী) প্রতিনিধি : মেয়াদী নীলফামারীর কিশোরগঞ্জে স্কুল লাইব্রেরী এর শুভ উদ্বোধন করা হয়েছে। সোমবার সকালে উপজেলার বিভিন্ন প্রাথমিক বিদ্যালয়ে শিশুদের বই পড়ার অভ্যাস গড়ে তোলার লক্ষ্যে এ লাইব্রেরী স্থাপন করা হয়। উপজেলা নির্বাহী অফিসার প্রধান অতিথি হিসেবে উপস্থিত থেকে লাইব্রেরীর উদ্বোধন করেন। এসময় উপজেলা শিক্ষা অফিসার, প্রধান শিক্ষক, সহকারী শিক্ষক ও অভিভাবকবৃন্দ উপস্থিত ছিলেন। কিশোরগঞ্জ (নীলফামারী) প্রতিনিধি : মেয়াদী নীলফামারীর কিশোরগঞ্জে স্কুল লাইব্রেরী এর শুভ উদ্বোধন করা হয়েছে। সোমবার সকালে উপজেলার বিভিন্ন প্রাথমিক বিদ্যালয়ে শিশুদের বই পড়ার অভ্যাস গড়ে তোলার লক্ষ্যে এ লাইব্রেরী স্থাপন করা হয়। উপজেলা নির্বাহী অফিসার প্রধান অতিথি হিসেবে উপস্থিত থেকে লাইব্রেরীর উদ্বোধন করেন। এসময় উপজেলা শিক্ষা অফিসার, প্রধান শিক্ষক, সহকারী শিক্ষক ও অভিভাবকবৃন্দ উপস্থিত ছিলেন।: [34, 124, 369, 212]
uttara-notice-label: নিলাম বিজ্ঞপ্তি: [766, 775, 878, 790]
petroleum-item: (৩) ইং ০৩/১০/২০২২ তারিখ চূড়ান্ত ভোটার তালিকা প্রকাশ।: [165, 1080, 327, 1089]
table-cell: মেসার্স রহিম ট্রেডার্স: [707, 888, 805, 898]
doctor-phone-1: ০১৭১৩-৩৩ ৮৪ ৬৬: [626, 881, 693, 891]
notice-1-body: সংশ্লিষ্ট জনগণ অবগতির জন্য জানানো যাচ্ছে যে, নিম্নলিখিত শূন্য পদে নিয়োগের নিমিত্তে প্রকৃত বাংলাদেশী নাগরিকদের নিকট হইতে দরখাস্ত আহ্বান করা যাইতেছে। শিক্ষাগত যোগ্যতা ও অভিজ্ঞতার সনদপত্রসহ আবেদনপত্র প্রতিষ্ঠান প্রধানের বরাবর জমা দিতে হইবে।: [596, 99, 693, 163]
hili-title: হিলিতে ৯ জুয়াড়ি আটক: [34, 690, 127, 721]
table-cell: ১২,৭০,০০০/-: [805, 908, 865, 918]
petroleum-item: (৪) ইং ০৪/১০/২০২২ তারিখ মনোনয়নপত্র বিতরণ।: [165, 1091, 305, 1100]
doctor-phone-2: ০১৭২৩-৩৩ ৮৪ ৬৬: [626, 891, 693, 901]
missing-person-photo: [482, 502, 564, 598]
notice-2-sign: ব্যবস্থাপক: [670, 401, 693, 409]
dateline: [560, 28, 810, 53]
land-sale-title: জমি বিক্রয় বিজ্ঞপ্তি: [38, 1162, 150, 1179]
chauhali-title: চৌহালীতে যমুনা নদী: [34, 878, 126, 891]
health-ad: [592, 1198, 942, 1428]
uttara-bank-notice: উত্তরা ব্যাংক লিমিটেড আঞ্চলিক কার্যালয়, বগুড়া অঞ্চল, বগুড়া। নিলাম বিজ্ঞপ্তি অর্থঋণ আদালত আইন ২০০৩ এর ১২(৩) ধারা মোতাবেক বন্ধকী সম্পত্তি নিলামে বিক্রয়ের বিজ্ঞপ্তি। ঋণগ্রহীতার নিকট ব্যাংকের পাওনা আদায়ের লক্ষ্যে নিম্ন তফসিল বর্ণিত সম্পত্তি প্রকাশ্য নিলামে বিক্রয় করা হইবে। আগ্রহী ক্রেতাগণকে নির্ধারিত তারিখের মধ্যে সিলমোহরকৃত খামে দরপত্র জমা দেওয়ার জন্য অনুরোধ করা হইল। ব্যাংক কর্তৃপক্ষ কোন কারণ দর্শানো ব্যতিরেকে যে কোন দরপত্র গ্রহণ বা বাতিলের ক্ষমতা সংরক্ষণ করেন। অর্থঋণ আদালত আইন ২০০৩ এর ১২(৩) ধারা মোতাবেক বন্ধকী সম্পত্তি নিলামে বিক্রয়ের বিজ্ঞপ্তি। ঋণগ্রহীতার নিকট ব্যাংকের পাওনা আদায়ের লক্ষ্যে নিম্ন তফসিল বর্ণিত সম্পত্তি প্রকাশ্য নিলামে বিক্রয় করা হইবে। আগ্রহী ক্রেতাগণকে নির্ধারিত তারিখের মধ্যে সিলমোহরকৃত খামে দরপত্র জমা দেওয়ার জন্য অনুরোধ করা হইল। ব্যাংক কর্তৃপক্ষ কোন কারণ দর্শানো ব্যতিরেকে যে কোন দরপত্র গ্রহণ বা বাতিলের ক্ষমতা সংরক্ষণ করেন। ঋণ গ্রহীতার নাম ঋণের পরিমাণ জামানতের বিবরণ মেসার্স রহিম ট্রেডার্স ২৫,৩০,০০০/- ৩৫ শতক জমি মেসার্স করিম এন্টারপ্রাইজ ১৮,৫০,০০০/- ২২ শতক জমি মো: আব্দুল হাকিম ১২,৭০,০০০/- ১৫ শতক জমি মেসার্স সোনালী ফুডস ৩১,৬০,০০০/- ৪০ শতক জমি Schedule 1) 3.00 decimal residential land with semi pucca house under Mouza-Gorasura, JL No. 117, appertaining to Khatian No. CS-44, SA-55, Jarip-992, Kharij-842, Plot No.: Sabek-523, BS-421, within Bogura Pourashava, PS-Bogura, Dist-Bogura, owned by Mr. Md. Seraj Ahmed (Father of the Proprietor of the firm). অঞ্চল প্রধান: [702, 746, 942, 1176]
shibganj-title: শিবগঞ্জে করতোয়া নদীর: [380, 422, 467, 433]
chauhali-story: চৌহালীতে যমুনা নদী (৪র্থ পৃষ্ঠার পর) নদী ভাঙনে বসতবাড়ি, ফসলি জমি ও বিভিন্ন স্থাপনা বিলীন হয়ে যাচ্ছে। ভাঙন রোধে দ্রুত স্থায়ী ব্যবস্থা গ্রহণের দাবি জানিয়েছেন এলাকাবাসী। পানি উন্নয়ন বোর্ডের কর্মকর্তারা জানান, জিও ব্যাগ ফেলে ভাঙন রোধের চেষ্টা চলছে। (৪র্থ পৃষ্ঠার পর) নদী ভাঙনে বসতবাড়ি, ফসলি জমি ও বিভিন্ন স্থাপনা বিলীন হয়ে যাচ্ছে। ভাঙন রোধে দ্রুত স্থায়ী ব্যবস্থা গ্রহণের দাবি জানিয়েছেন এলাকাবাসী। পানি উন্নয়ন বোর্ডের কর্মকর্তারা জানান, জিও ব্যাগ ফেলে ভাঙন রোধের চেষ্টা চলছে। (৪র্থ পৃষ্ঠার পর) নদী ভাঙনে বসতবাড়ি, ফসলি জমি ও বিভিন্ন স্থাপনা বিলীন হয়ে যাচ্ছে। ভাঙন রোধে দ্রুত স্থায়ী ব্যবস্থা গ্রহণের দাবি জানিয়েছেন এলাকাবাসী। পানি উন্নয়ন বোর্ডের কর্মকর্তারা জানান, জিও ব্যাগ ফেলে ভাঙন রোধের চেষ্টা চলছে।: [34, 878, 154, 1039]
legal-2-body: এতদ্বারা সর্বসাধারণের জ্ঞাতার্থে জানানো যাচ্ছে যে, আমার মক্কেল তাহার নিজ নামীয় সম্পত্তি কাহারও নিকট বিক্রয়, দান বা হস্তান্তর করেন নাই। কেহ জাল দলিল সৃষ্টি করিয়া উক্ত সম্পত্তি দাবি করিলে তাহা সম্পূর্ণ অবৈধ ও বাতিল বলিয়া গণ্য হইবে।: [706, 537, 938, 561]
notice-1-sign: প্রতিষ্ঠান প্রধান: [658, 228, 693, 236]
direct-hire-1: [478, 208, 588, 366]
small-ad-title: প্রথম দিন থেকেই রেজাল্ট: [492, 1286, 574, 1295]
table-header: ঋণের পরিমাণ: [805, 878, 865, 888]
plot-2-phone-2: 01912-535394: [612, 1146, 677, 1156]
legal-ad-1: আইনগত বিজ্ঞপ্তি এতদ্বারা সর্বসাধারণের অবগতির জন্য জানানো যাচ্ছে যে, আমার মক্কেল নিম্ন তফসিল বর্ণিত সম্পত্তির বৈধ মালিক ও দখলকার। কতিপয় ব্যক্তি উক্ত সম্পত্তি নিজেদের দাবি করে বিক্রয়ের পাঁয়তারা করছে। কেহ উক্ত সম্পত্তি ক্রয় করিলে তাহা বাতিল বলিয়া গণ্য হইবে এবং এর জন্য আমার মক্কেল দায়ী থাকিবে না। এতদ্বারা সর্বসাধারণের অবগতির জন্য জানানো যাচ্ছে যে, আমার মক্কেল নিম্ন তফসিল বর্ণিত সম্পত্তির বৈধ মালিক ও দখলকার। কতিপয় ব্যক্তি উক্ত সম্পত্তি নিজেদের দাবি করে বিক্রয়ের পাঁয়তারা করছে। কেহ উক্ত সম্পত্তি ক্রয় করিলে তাহা বাতিল বলিয়া গণ্য হইবে এবং এর জন্য আমার মক্কেল দায়ী থাকিবে না। এডভোকেট, জজ কোর্ট, বগুড়া: [702, 184, 942, 339]
health-banner-1: হতাশায় যৌন জীবনে চিরস্থায়ী আশা: [593, 1199, 941, 1223]
